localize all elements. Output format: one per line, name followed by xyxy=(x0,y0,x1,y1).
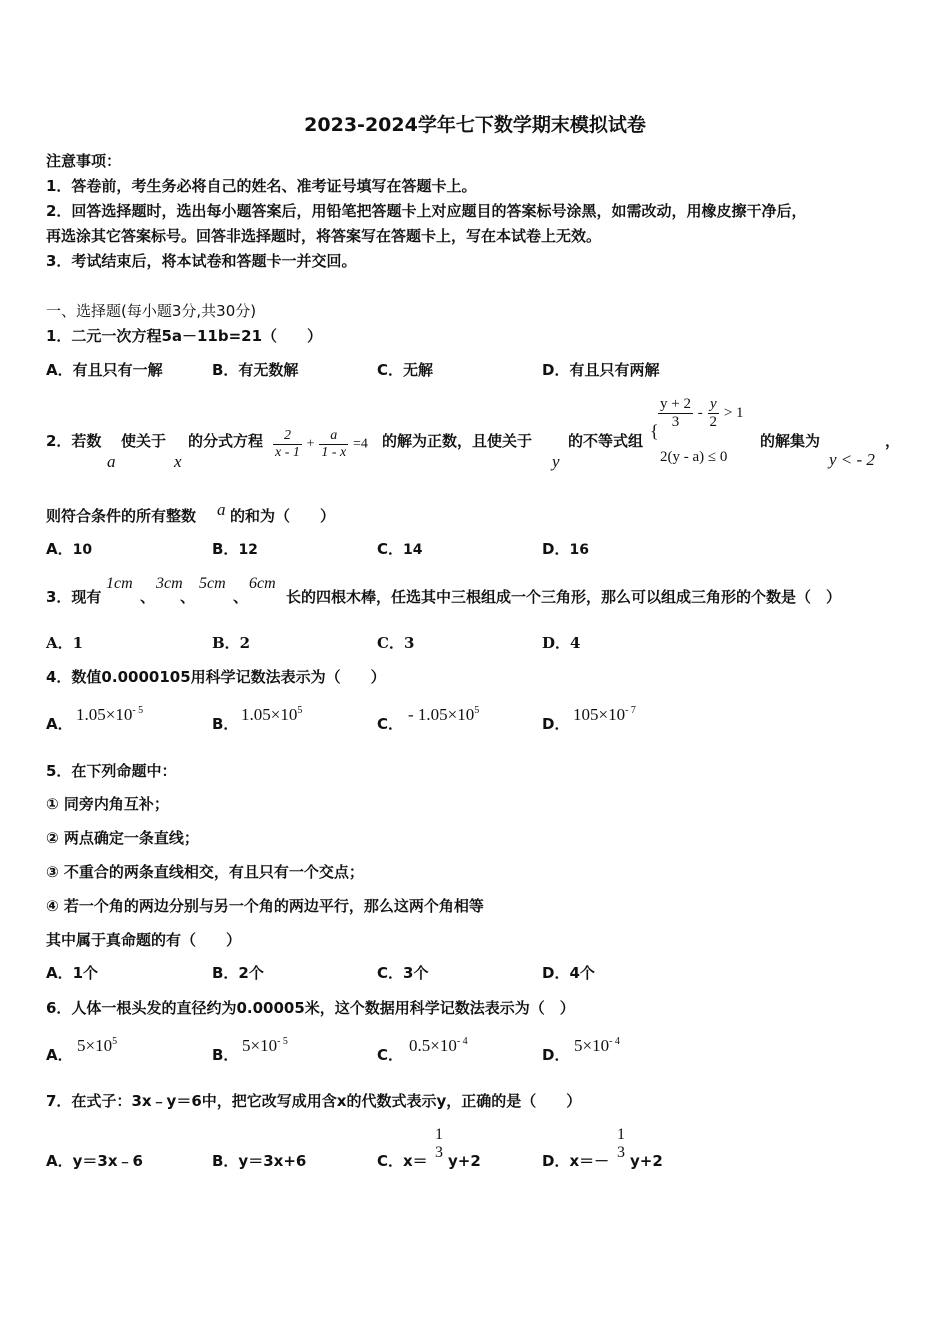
q6-label-b: B． xyxy=(212,1046,239,1064)
q2-ineq-frac-1 xyxy=(658,397,693,430)
q4-value-b-base: 1.05×10 xyxy=(241,705,298,724)
q3-length-4: 6cm xyxy=(249,575,276,592)
q2-eq4: =4 xyxy=(353,436,368,452)
q2-option-c-label: C． xyxy=(377,540,404,558)
q2-line2-var-a: a xyxy=(217,500,226,519)
q2-inequality-1 xyxy=(658,397,744,430)
q2-comma: ， xyxy=(885,432,901,450)
q5-option-d: D．4个 xyxy=(542,964,595,982)
q2-var-x: x xyxy=(174,452,182,471)
q4-value-b-exp: 5 xyxy=(297,705,303,716)
notice-line-2: 2．回答选择题时，选出每小题答案后，用铅笔把答题卡上对应题目的答案标号涂黑，如需改动，用橡皮擦干净后， xyxy=(46,202,807,220)
q2-text-1: 2．若数 xyxy=(46,432,102,450)
q5-stem: 5．在下列命题中： xyxy=(46,762,177,780)
q3-option-d: D．4 xyxy=(542,634,581,652)
q7-option-d-suffix: y+2 xyxy=(630,1152,663,1170)
q1-stem: 1．二元一次方程5a－11b=21（ ） xyxy=(46,327,323,345)
q7-option-d-frac xyxy=(615,1127,627,1161)
q6-stem: 6．人体一根头发的直径约为0.00005米，这个数据用科学记数法表示为（ ） xyxy=(46,999,575,1017)
q6-value-a xyxy=(77,1037,117,1054)
q4-value-c xyxy=(408,706,479,723)
q5-item-3: ③ 不重合的两条直线相交，有且只有一个交点； xyxy=(46,863,364,881)
q4-stem: 4．数值0.0000105用科学记数法表示为（ ） xyxy=(46,668,386,686)
q6-label-d: D． xyxy=(542,1046,570,1064)
q5-option-b: B．2个 xyxy=(212,964,264,982)
q4-value-d-base: 105×10 xyxy=(573,705,626,724)
q2-brace: { xyxy=(650,421,659,441)
q2-frac-1-num: 2 xyxy=(273,429,302,445)
q2-ineq-frac-2-den: 2 xyxy=(709,414,718,430)
q3-length-3: 5cm xyxy=(199,575,226,592)
q2-option-d xyxy=(542,542,589,557)
q6-label-a: A． xyxy=(46,1046,73,1064)
q4-label-a: A． xyxy=(46,715,73,733)
q2-ineq-frac-2 xyxy=(708,397,720,430)
q7-option-c-frac-den: 3 xyxy=(435,1144,443,1161)
page-title: 2023-2024学年七下数学期末模拟试卷 xyxy=(304,114,646,136)
q2-option-d-label: D． xyxy=(542,540,570,558)
q4-value-d xyxy=(573,706,636,723)
q7-option-a: A．y＝3x﹣6 xyxy=(46,1152,143,1170)
q2-ineq-frac-2-num: y xyxy=(708,397,720,414)
q2-text-5: 的不等式组 xyxy=(568,432,644,450)
q6-label-c: C． xyxy=(377,1046,404,1064)
q3-text-1: 3．现有 xyxy=(46,588,102,606)
q7-option-c-suffix: y+2 xyxy=(448,1152,481,1170)
q3-option-a: A．1 xyxy=(46,634,84,652)
q3-option-c: C．3 xyxy=(377,634,415,652)
q6-value-a-exp: 5 xyxy=(112,1036,118,1047)
q6-value-d-base: 5×10 xyxy=(574,1036,610,1055)
q6-value-b-exp: - 5 xyxy=(277,1036,288,1047)
notice-line-1: 1．答卷前，考生务必将自己的姓名、准考证号填写在答题卡上。 xyxy=(46,177,477,195)
q4-value-a xyxy=(76,706,143,723)
q1-option-b: B．有无数解 xyxy=(212,361,299,379)
q4-label-c: C． xyxy=(377,715,404,733)
q7-option-d-frac-den: 3 xyxy=(617,1144,625,1161)
q6-value-b xyxy=(242,1037,288,1054)
q3-length-1: 1cm xyxy=(106,575,133,592)
q2-line2-b: 的和为（ ） xyxy=(230,507,336,525)
q2-text-4: 的解为正数，且使关于 xyxy=(382,432,533,450)
q2-frac-1 xyxy=(273,429,302,460)
q2-frac-2 xyxy=(319,429,348,460)
q7-option-d-prefix: D．x＝－ xyxy=(542,1152,610,1170)
q7-option-c-frac-num: 1 xyxy=(435,1126,443,1143)
q1-option-c: C．无解 xyxy=(377,361,434,379)
q4-value-c-base: - 1.05×10 xyxy=(408,705,475,724)
q6-value-b-base: 5×10 xyxy=(242,1036,278,1055)
q5-item-4: ④ 若一个角的两边分别与另一个角的两边平行，那么这两个角相等 xyxy=(46,897,484,915)
q5-option-a: A．1个 xyxy=(46,964,99,982)
q5-item-1: ① 同旁内角互补； xyxy=(46,795,169,813)
q6-value-c-base: 0.5×10 xyxy=(409,1036,457,1055)
q2-option-a-label: A． xyxy=(46,540,73,558)
notice-line-3: 再选涂其它答案标号。回答非选择题时，将答案写在答题卡上，写在本试卷上无效。 xyxy=(46,227,602,245)
q2-ineq-minus: - xyxy=(697,405,703,421)
q7-option-c-frac xyxy=(433,1127,445,1161)
q2-ineq-frac-1-num: y + 2 xyxy=(660,396,691,412)
q3-sep-1: 、 xyxy=(140,588,156,606)
q3-sep-2: 、 xyxy=(180,588,196,606)
q2-option-b-value: 12 xyxy=(238,542,258,558)
q7-option-b: B．y＝3x+6 xyxy=(212,1152,307,1170)
q7-option-c-frac-body xyxy=(433,1127,445,1161)
q7-option-d-frac-num: 1 xyxy=(617,1126,625,1143)
q2-option-a-value: 10 xyxy=(72,542,93,558)
q3-option-b: B．2 xyxy=(212,634,251,652)
q2-plus: + xyxy=(306,436,315,452)
q4-value-a-base: 1.05×10 xyxy=(76,705,133,724)
q2-frac-2-num: a xyxy=(319,429,348,445)
q7-option-d-frac-body xyxy=(615,1127,627,1161)
q1-option-a: A．有且只有一解 xyxy=(46,361,163,379)
q5-item-2: ② 两点确定一条直线； xyxy=(46,829,199,847)
q4-value-a-exp: - 5 xyxy=(132,705,144,716)
q2-text-3: 的分式方程 xyxy=(188,432,264,450)
q4-value-c-exp: 5 xyxy=(474,705,480,716)
q4-value-d-exp: - 7 xyxy=(625,705,636,716)
section-heading: 一、选择题(每小题3分,共30分) xyxy=(46,302,257,320)
q2-option-c xyxy=(377,542,423,557)
q7-option-c-prefix: C．x＝ xyxy=(377,1152,428,1170)
q1-option-d: D．有且只有两解 xyxy=(542,361,660,379)
q2-ineq-frac-1-den: 3 xyxy=(671,414,680,430)
q2-frac-2-den: 1 - x xyxy=(321,445,347,460)
q5-option-c: C．3个 xyxy=(377,964,429,982)
q4-value-b xyxy=(241,706,302,723)
q7-stem: 7．在式子：3x﹣y＝6中，把它改写成用含x的代数式表示y，正确的是（ ） xyxy=(46,1092,582,1110)
q2-inequality-2: 2(y - a) ≤ 0 xyxy=(660,449,728,465)
q2-ineq-gt1: > 1 xyxy=(723,405,744,421)
q6-value-c xyxy=(409,1037,468,1054)
q6-value-a-base: 5×10 xyxy=(77,1036,113,1055)
q2-option-c-value: 14 xyxy=(403,542,423,558)
q3-text-2: 长的四根木棒，任选其中三根组成一个三角形，那么可以组成三角形的个数是（ ） xyxy=(286,588,842,606)
q6-value-d-exp: - 4 xyxy=(609,1036,620,1047)
q2-option-b xyxy=(212,542,258,557)
q2-var-y: y xyxy=(552,452,560,471)
q6-value-d xyxy=(574,1037,620,1054)
q4-label-b: B． xyxy=(212,715,239,733)
q5-question: 其中属于真命题的有（ ） xyxy=(46,931,242,949)
q2-var-a: a xyxy=(107,452,116,471)
q3-sep-3: 、 xyxy=(233,588,249,606)
q2-text-6: 的解集为 xyxy=(760,432,821,450)
q2-option-a xyxy=(46,542,92,557)
q2-fraction-equation xyxy=(273,429,368,460)
q2-text-2: 使关于 xyxy=(121,432,167,450)
q4-label-d: D． xyxy=(542,715,570,733)
q2-option-d-value: 16 xyxy=(569,542,589,558)
q2-line2-a: 则符合条件的所有整数 xyxy=(46,507,197,525)
notice-line-4: 3．考试结束后，将本试卷和答题卡一并交回。 xyxy=(46,252,357,270)
notice-heading: 注意事项： xyxy=(46,152,122,170)
q2-option-b-label: B． xyxy=(212,540,239,558)
q3-length-2: 3cm xyxy=(156,575,183,592)
q6-value-c-exp: - 4 xyxy=(456,1036,468,1047)
q2-frac-1-den: x - 1 xyxy=(275,445,300,460)
q2-solution: y < - 2 xyxy=(829,450,875,469)
